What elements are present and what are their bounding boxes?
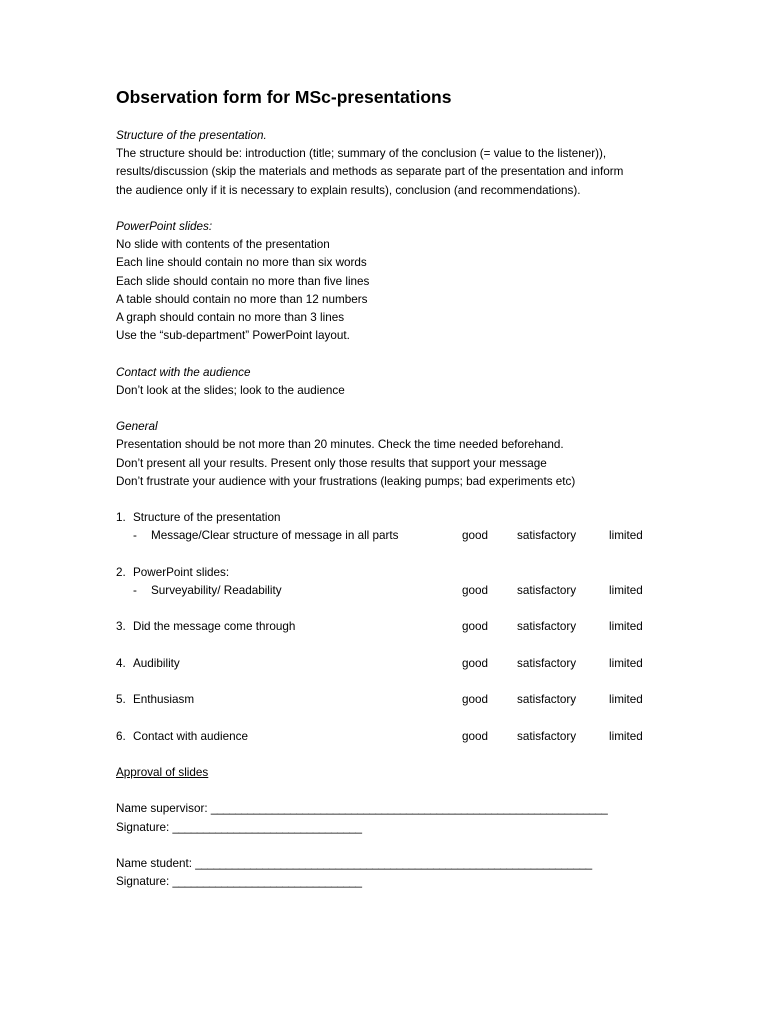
slides-rule: Each slide should contain no more than five lines — [116, 274, 370, 288]
page-title: Observation form for MSc-presentations — [116, 87, 452, 107]
observation-form — [116, 86, 676, 910]
rating-limited-option[interactable]: limited — [609, 656, 643, 670]
structure-text: The structure should be: introduction (title; summary of the conclusion (= value to the listener)), results/discussion (skip the materials and methods as separate part of the presentation and inform the audience only if it is necessary to explain results), conclusion (and recommendations). — [116, 147, 624, 197]
slides-rule: Use the “sub-department” PowerPoint layout. — [116, 329, 350, 343]
student-name-label: Name student: — [116, 856, 196, 870]
rating-limited-option[interactable]: limited — [609, 620, 643, 634]
approval-section — [116, 764, 676, 782]
supervisor-signoff — [116, 800, 676, 836]
supervisor-signature-field[interactable]: _______________________________ — [172, 820, 362, 834]
contact-section — [116, 364, 676, 400]
criterion-6 — [116, 728, 676, 746]
student-signature-field[interactable]: _______________________________ — [172, 875, 362, 889]
sub-dash: - — [133, 529, 137, 543]
rating-satisfactory-option[interactable]: satisfactory — [517, 729, 577, 743]
rating-satisfactory-option[interactable]: satisfactory — [517, 656, 577, 670]
criterion-sub-label: Surveyability/ Readability — [151, 584, 282, 597]
structure-section — [116, 127, 676, 200]
rating-good-option[interactable]: good — [462, 529, 489, 543]
rating-satisfactory-option[interactable]: satisfactory — [517, 620, 577, 634]
sub-dash: - — [133, 584, 137, 597]
criterion-4 — [116, 655, 676, 673]
criterion-number: 5. — [116, 693, 126, 707]
general-rule: Don’t frustrate your audience with your frustrations (leaking pumps; bad experiments etc) — [116, 474, 576, 488]
rating-satisfactory-option[interactable]: satisfactory — [517, 693, 577, 707]
general-heading: General — [116, 420, 158, 434]
slides-rule: Each line should contain no more than six words — [116, 256, 367, 270]
rating-good-option[interactable]: good — [462, 584, 489, 597]
rating-limited-option[interactable]: limited — [609, 729, 643, 743]
supervisor-name-label: Name supervisor: — [116, 802, 211, 816]
criterion-1 — [116, 509, 676, 545]
general-rule: Presentation should be not more than 20 minutes. Check the time needed beforehand. — [116, 438, 564, 452]
slides-rule: A graph should contain no more than 3 lines — [116, 311, 345, 325]
student-signoff — [116, 855, 676, 891]
criterion-label: Audibility — [133, 656, 180, 670]
rating-good-option[interactable]: good — [462, 620, 489, 634]
rating-limited-option[interactable]: limited — [609, 584, 643, 597]
general-rule: Don’t present all your results. Present only those results that support your message — [116, 456, 547, 470]
slides-rule: No slide with contents of the presentation — [116, 238, 330, 252]
criterion-number: 2. — [116, 565, 126, 579]
student-signature-label: Signature: — [116, 875, 173, 889]
general-section — [116, 418, 676, 491]
criterion-number: 1. — [116, 511, 126, 525]
criterion-number: 3. — [116, 620, 126, 634]
approval-heading: Approval of slides — [116, 765, 209, 779]
slides-rule: A table should contain no more than 12 numbers — [116, 292, 368, 306]
rating-limited-option[interactable]: limited — [609, 693, 643, 707]
criterion-3 — [116, 618, 676, 636]
criterion-sub-label: Message/Clear structure of message in all parts — [151, 529, 399, 543]
criterion-label: Structure of the presentation — [133, 511, 281, 525]
supervisor-signature-label: Signature: — [116, 820, 173, 834]
criterion-label: PowerPoint slides: — [133, 565, 230, 579]
student-name-field[interactable]: _________________________________________________________________ — [195, 856, 592, 870]
rating-good-option[interactable]: good — [462, 656, 489, 670]
rating-satisfactory-option[interactable]: satisfactory — [517, 584, 577, 597]
slides-heading: PowerPoint slides: — [116, 220, 213, 233]
structure-heading: Structure of the presentation. — [116, 129, 267, 142]
criterion-label: Did the message come through — [133, 620, 296, 634]
supervisor-name-field[interactable]: _________________________________________________________________ — [210, 802, 608, 816]
rating-good-option[interactable]: good — [462, 729, 489, 743]
rating-good-option[interactable]: good — [462, 693, 489, 707]
criterion-number: 6. — [116, 729, 126, 743]
slides-section — [116, 218, 676, 345]
criterion-label: Enthusiasm — [133, 693, 195, 707]
contact-rule: Don’t look at the slides; look to the audience — [116, 383, 345, 397]
criterion-2 — [116, 564, 676, 600]
criterion-number: 4. — [116, 656, 126, 670]
rating-limited-option[interactable]: limited — [609, 529, 643, 543]
contact-heading: Contact with the audience — [116, 365, 251, 379]
criterion-label: Contact with audience — [133, 729, 248, 743]
criterion-5 — [116, 691, 676, 709]
rating-satisfactory-option[interactable]: satisfactory — [517, 529, 577, 543]
